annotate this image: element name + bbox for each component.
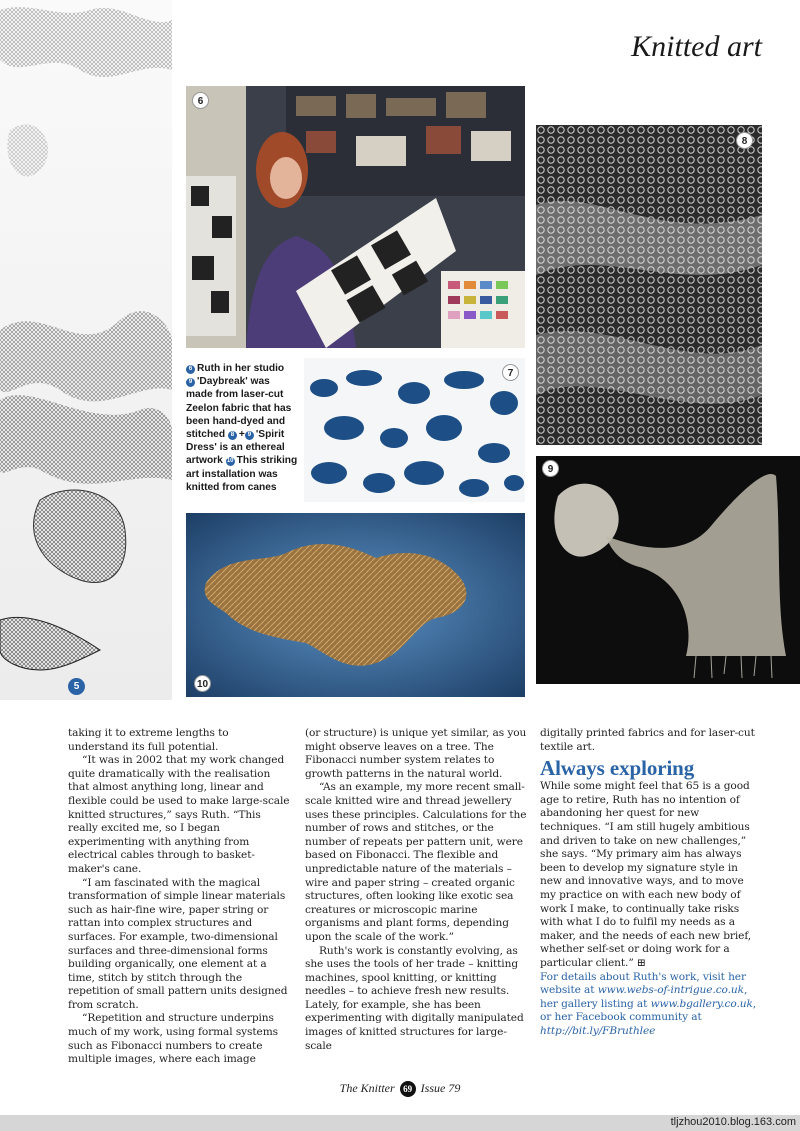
info-mid: , her gallery listing at xyxy=(540,984,748,1010)
page-footer xyxy=(0,1081,800,1097)
info-lead: For details about Ruth's work, visit her website at xyxy=(540,970,746,997)
paragraph xyxy=(540,780,762,970)
lace-fabric-photo xyxy=(536,125,762,445)
image-number-badge: 10 xyxy=(194,675,211,692)
facebook-link[interactable]: http://bit.ly/FBruthlee xyxy=(540,1024,656,1037)
spirit-dress-photo xyxy=(536,456,800,684)
issue-number: Issue 79 xyxy=(420,1081,461,1095)
article-column-3 xyxy=(540,727,762,1038)
image-number-badge: 5 xyxy=(68,678,85,695)
caption-text: This striking art installation was knitted from canes xyxy=(186,455,298,493)
cane-installation-graphic xyxy=(186,513,525,697)
wire-sculpture-image xyxy=(0,0,172,700)
image-caption xyxy=(186,362,298,494)
caption-text: Ruth in her studio xyxy=(197,363,285,374)
section-heading: Always exploring xyxy=(540,756,695,781)
magazine-name: The Knitter xyxy=(339,1081,395,1095)
paragraph: “Repetition and structure underpins much of my work, using formal systems such as Fibonacci numbers to create multiple images, where each image xyxy=(68,1012,278,1066)
caption-number: 8 xyxy=(228,431,237,440)
paragraph: “As an example, my more recent small-scale knitted wire and thread jewellery uses these principles. Calculations for the number of rows and stitches, or the number of repeats per pattern unit, were based on Fibonacci. The flexible and unpredictable nature of the materials – wire and paper string – created organic structures, often looking like exotic sea creatures or microscopic marine organisms and plant forms, depending upon the scale of the work.” xyxy=(305,781,527,943)
lace-fabric-graphic xyxy=(536,125,762,445)
caption-number: 6 xyxy=(186,365,195,374)
caption-number: 10 xyxy=(226,458,234,465)
paragraph-text: While some might feel that 65 is a good age to retire, Ruth has no intention of abandoning her quest for new techniques. “I am still hugely ambitious and driven to take on new challenges,” she says. “My primary aim has always been to develop my signature style in new and innovative ways, and to move my practice on with each new body of work I make, to continually take risks with what I do to fulfil my needs as a maker, and the needs of each new brief, whether self-set or doing work for a particular client.” xyxy=(540,780,752,969)
wire-sculpture-graphic xyxy=(0,0,172,700)
studio-photo xyxy=(186,86,525,348)
laser-cut-fabric-graphic xyxy=(304,358,525,502)
page-title: Knitted art xyxy=(631,30,762,63)
gallery-link[interactable]: www.bgallery.co.uk xyxy=(650,997,753,1010)
caption-text: 'Daybreak' was made from laser-cut Zeelon fabric that has been hand-dyed and stitched xyxy=(186,376,292,441)
page-number: 69 xyxy=(400,1081,416,1097)
caption-text: 'Spirit Dress' is an ethereal artwork xyxy=(186,429,285,467)
studio-photo-graphic xyxy=(186,86,525,348)
laser-cut-fabric-photo xyxy=(304,358,525,502)
end-mark-icon: ⊞ xyxy=(636,956,646,969)
article-column-1 xyxy=(68,727,290,1067)
caption-number: 9 xyxy=(186,378,195,387)
caption-number: 9 xyxy=(245,431,254,440)
paragraph: (or structure) is unique yet similar, as you might observe leaves on a tree. The Fibonacci number system relates to growth patterns in the natural world. xyxy=(305,727,527,780)
image-number-badge: 6 xyxy=(192,92,209,109)
image-number-badge: 8 xyxy=(736,132,753,149)
image-number-badge: 7 xyxy=(502,364,519,381)
image-number-badge: 9 xyxy=(542,460,559,477)
contact-info xyxy=(540,971,762,1039)
paragraph: taking it to extreme lengths to understand its full potential. xyxy=(68,727,229,753)
watermark-text: tljzhou2010.blog.163.com xyxy=(670,1116,796,1128)
website-link[interactable]: www.webs-of-intrigue.co.uk xyxy=(597,984,744,997)
paragraph: “I am fascinated with the magical transformation of simple linear materials such as hair-fine wire, paper string or rattan into complex structures and surfaces. For example, two-dimensional surfaces and three-dimensional forms building organically, one element at a time, stitch by stitch through the repetition of small pattern units designed from scratch. xyxy=(68,876,288,1011)
spirit-dress-graphic xyxy=(536,456,800,684)
paragraph: digitally printed fabrics and for laser-cut textile art. xyxy=(540,727,755,753)
cane-installation-photo xyxy=(186,513,525,697)
paragraph: “It was in 2002 that my work changed quite dramatically with the realisation that almost anything long, linear and flexible could be used to make large-scale knitted structures,” says Ruth. “This really excited me, so I began experimenting with anything from electrical cables through to basket-maker's cane. xyxy=(68,754,290,875)
caption-text: + xyxy=(238,429,245,441)
info-mid2: , or her Facebook community at xyxy=(540,997,757,1024)
article-column-2 xyxy=(305,727,527,1053)
paragraph: Ruth's work is constantly evolving, as she uses the tools of her trade – knitting machines, spool knitting, or knitting needles – to achieve fresh new results. Lately, for example, she has been experimenting with digitally manipulated images of knitted structures for large-scale xyxy=(305,944,524,1052)
